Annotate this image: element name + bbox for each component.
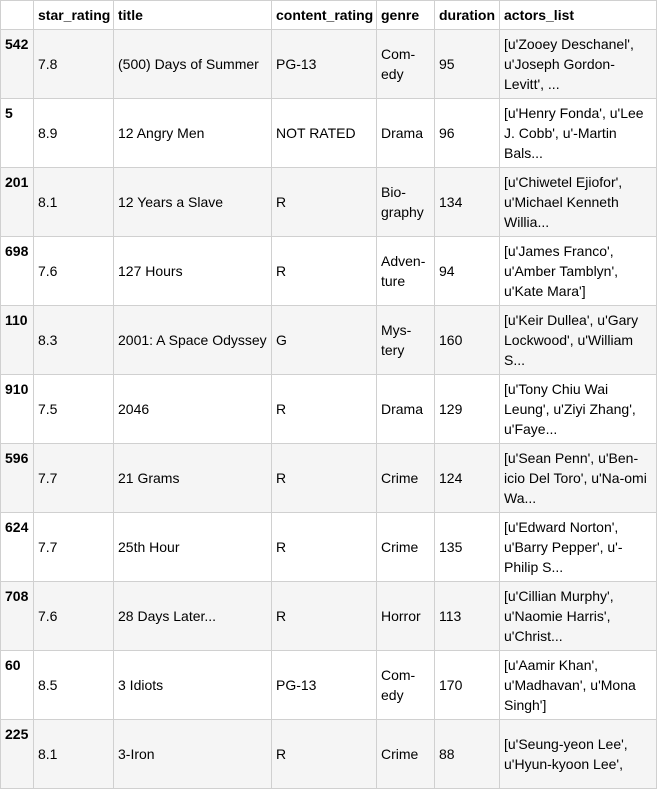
cell-actors-list: [u'Keir Dullea', u'Gary Lockwood', u'William S... <box>500 306 657 375</box>
cell-star-rating: 8.1 <box>34 720 114 789</box>
cell-duration: 160 <box>435 306 500 375</box>
cell-content-rating: R <box>272 375 377 444</box>
cell-actors-list: [u'Henry Fonda', u'Lee J. Cobb', u'-Martin Bals... <box>500 99 657 168</box>
row-index: 225 <box>1 720 34 789</box>
table-row <box>1 651 657 720</box>
table-row <box>1 306 657 375</box>
header-index <box>1 1 34 30</box>
cell-content-rating: PG-13 <box>272 651 377 720</box>
table-body <box>1 30 657 789</box>
cell-genre: Drama <box>377 375 435 444</box>
cell-title: 25th Hour <box>114 513 272 582</box>
table-row <box>1 30 657 99</box>
cell-duration: 134 <box>435 168 500 237</box>
header-title: title <box>114 1 272 30</box>
cell-content-rating: R <box>272 582 377 651</box>
table-row <box>1 237 657 306</box>
header-duration: duration <box>435 1 500 30</box>
cell-actors-list: [u'James Franco', u'Amber Tamblyn', u'Kate Mara'] <box>500 237 657 306</box>
row-index: 60 <box>1 651 34 720</box>
cell-actors-list: [u'Zooey Deschanel', u'Joseph Gordon-Levitt', ... <box>500 30 657 99</box>
cell-content-rating: R <box>272 720 377 789</box>
table-row <box>1 720 657 789</box>
cell-star-rating: 7.6 <box>34 582 114 651</box>
cell-content-rating: NOT RATED <box>272 99 377 168</box>
cell-genre: Horror <box>377 582 435 651</box>
cell-genre: Crime <box>377 720 435 789</box>
cell-star-rating: 7.7 <box>34 444 114 513</box>
cell-content-rating: PG-13 <box>272 30 377 99</box>
row-index: 708 <box>1 582 34 651</box>
cell-title: 2046 <box>114 375 272 444</box>
cell-duration: 113 <box>435 582 500 651</box>
header-star-rating: star_rating <box>34 1 114 30</box>
cell-title: 21 Grams <box>114 444 272 513</box>
cell-content-rating: R <box>272 168 377 237</box>
header-genre: genre <box>377 1 435 30</box>
cell-actors-list: [u'Aamir Khan', u'Madhavan', u'Mona Singh'] <box>500 651 657 720</box>
cell-actors-list: [u'Sean Penn', u'Ben-icio Del Toro', u'Na-omi Wa... <box>500 444 657 513</box>
cell-duration: 135 <box>435 513 500 582</box>
cell-star-rating: 8.1 <box>34 168 114 237</box>
cell-star-rating: 7.8 <box>34 30 114 99</box>
cell-title: (500) Days of Summer <box>114 30 272 99</box>
cell-title: 12 Years a Slave <box>114 168 272 237</box>
cell-duration: 96 <box>435 99 500 168</box>
cell-duration: 170 <box>435 651 500 720</box>
cell-title: 3 Idiots <box>114 651 272 720</box>
cell-title: 2001: A Space Odyssey <box>114 306 272 375</box>
cell-genre: Crime <box>377 444 435 513</box>
table-row <box>1 99 657 168</box>
table-row <box>1 513 657 582</box>
row-index: 201 <box>1 168 34 237</box>
cell-star-rating: 7.6 <box>34 237 114 306</box>
cell-title: 3-Iron <box>114 720 272 789</box>
cell-duration: 94 <box>435 237 500 306</box>
cell-genre: Adven- ture <box>377 237 435 306</box>
cell-actors-list: [u'Edward Norton', u'Barry Pepper', u'-Philip S... <box>500 513 657 582</box>
row-index: 110 <box>1 306 34 375</box>
cell-duration: 129 <box>435 375 500 444</box>
cell-content-rating: G <box>272 306 377 375</box>
header-actors-list: actors_list <box>500 1 657 30</box>
cell-genre: Drama <box>377 99 435 168</box>
table-row <box>1 168 657 237</box>
cell-actors-list: [u'Tony Chiu Wai Leung', u'Ziyi Zhang', u'Faye... <box>500 375 657 444</box>
cell-duration: 88 <box>435 720 500 789</box>
table-row <box>1 375 657 444</box>
cell-star-rating: 7.5 <box>34 375 114 444</box>
cell-star-rating: 8.5 <box>34 651 114 720</box>
row-index: 624 <box>1 513 34 582</box>
cell-duration: 95 <box>435 30 500 99</box>
cell-duration: 124 <box>435 444 500 513</box>
row-index: 596 <box>1 444 34 513</box>
table-row <box>1 444 657 513</box>
cell-genre: Bio- graphy <box>377 168 435 237</box>
row-index: 910 <box>1 375 34 444</box>
cell-title: 28 Days Later... <box>114 582 272 651</box>
cell-genre: Mys- tery <box>377 306 435 375</box>
cell-content-rating: R <box>272 237 377 306</box>
cell-star-rating: 8.3 <box>34 306 114 375</box>
cell-title: 12 Angry Men <box>114 99 272 168</box>
cell-genre: Crime <box>377 513 435 582</box>
cell-genre: Com- edy <box>377 30 435 99</box>
cell-content-rating: R <box>272 444 377 513</box>
row-index: 698 <box>1 237 34 306</box>
cell-actors-list: [u'Chiwetel Ejiofor', u'Michael Kenneth Willia... <box>500 168 657 237</box>
row-index: 5 <box>1 99 34 168</box>
cell-genre: Com- edy <box>377 651 435 720</box>
cell-actors-list: [u'Seung-yeon Lee', u'Hyun-kyoon Lee', <box>500 720 657 789</box>
header-row <box>1 1 657 30</box>
cell-star-rating: 8.9 <box>34 99 114 168</box>
cell-actors-list: [u'Cillian Murphy', u'Naomie Harris', u'Christ... <box>500 582 657 651</box>
header-content-rating: content_rating <box>272 1 377 30</box>
table-row <box>1 582 657 651</box>
cell-title: 127 Hours <box>114 237 272 306</box>
cell-content-rating: R <box>272 513 377 582</box>
cell-star-rating: 7.7 <box>34 513 114 582</box>
row-index: 542 <box>1 30 34 99</box>
